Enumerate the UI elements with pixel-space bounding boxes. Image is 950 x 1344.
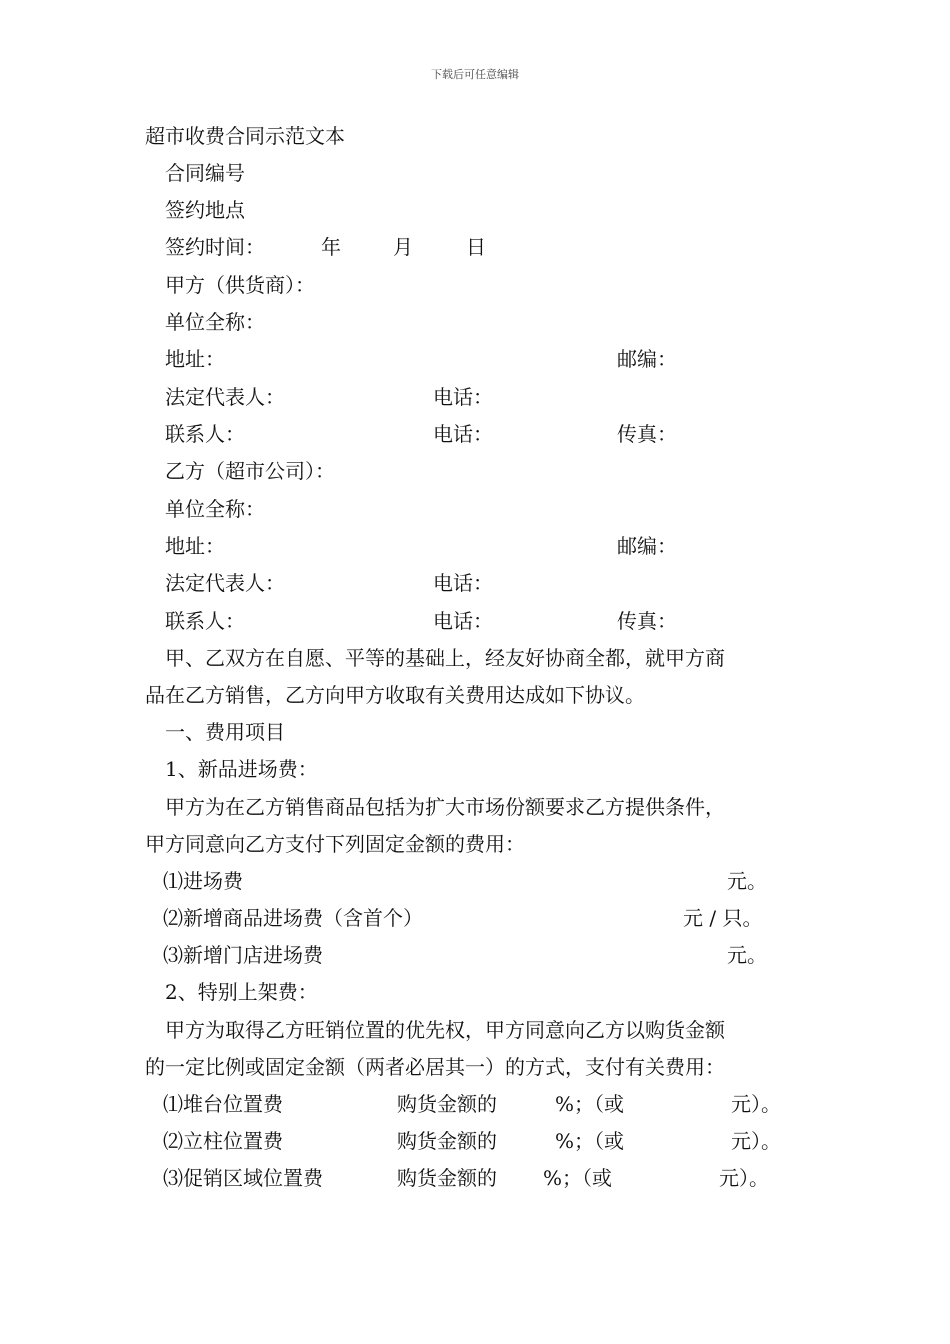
item1-para-line-2: 甲方同意向乙方支付下列固定金额的费用： — [145, 832, 525, 856]
party-b-address-row — [165, 531, 725, 561]
party-b-heading: 乙方（超市公司）： — [165, 459, 335, 483]
intro-line-2: 品在乙方销售，乙方向甲方收取有关费用达成如下协议。 — [145, 683, 645, 707]
sign-time-month: 月 — [393, 235, 413, 259]
item2-fee-basis: 购货金额的 — [397, 1166, 497, 1190]
contract-number-label: 合同编号 — [165, 161, 245, 185]
item2-fee-label: ⑶促销区域位置费 — [163, 1166, 323, 1190]
party-b-legal-rep: 法定代表人： — [165, 571, 285, 595]
party-a-address: 地址： — [165, 347, 225, 371]
party-a-legal-row — [165, 382, 725, 412]
party-b-phone1: 电话： — [433, 571, 493, 595]
item2-fee-label: ⑵立柱位置费 — [163, 1129, 283, 1153]
item2-fee-row — [163, 1126, 803, 1156]
party-a-fax: 传真： — [617, 422, 677, 446]
party-a-phone1: 电话： — [433, 385, 493, 409]
item2-fee-row — [163, 1089, 803, 1119]
item1-fee-label: ⑵新增商品进场费（含首个） — [163, 906, 423, 930]
item2-fee-percent: %；（或 — [543, 1166, 613, 1190]
item2-title: 2、特别上架费： — [165, 980, 318, 1004]
sign-time-day: 日 — [466, 235, 486, 259]
item1-fee-unit: 元。 — [727, 869, 767, 893]
item2-fee-row — [163, 1163, 803, 1193]
party-a-unit-name: 单位全称： — [165, 310, 265, 334]
party-a-legal-rep: 法定代表人： — [165, 385, 285, 409]
item1-fee-label: ⑴进场费 — [163, 869, 243, 893]
intro-line-1: 甲、乙双方在自愿、平等的基础上，经友好协商全都，就甲方商 — [165, 646, 725, 670]
item1-fee-row — [163, 866, 783, 896]
item2-fee-basis: 购货金额的 — [397, 1129, 497, 1153]
party-a-contact-row — [165, 419, 725, 449]
party-b-fax: 传真： — [617, 609, 677, 633]
item2-fee-unit: 元）。 — [731, 1092, 781, 1116]
item1-fee-row — [163, 903, 783, 933]
party-a-heading: 甲方（供货商）： — [165, 273, 315, 297]
sign-time-label: 签约时间： — [165, 235, 265, 259]
item2-fee-label: ⑴堆台位置费 — [163, 1092, 283, 1116]
sign-place-label: 签约地点 — [165, 198, 245, 222]
sign-time-year: 年 — [321, 235, 341, 259]
item1-fee-unit: 元 / 只。 — [683, 906, 763, 930]
item2-fee-unit: 元）。 — [731, 1129, 781, 1153]
item1-fee-label: ⑶新增门店进场费 — [163, 943, 323, 967]
sign-time-row — [165, 232, 565, 262]
party-b-address: 地址： — [165, 534, 225, 558]
party-a-postcode: 邮编： — [617, 347, 677, 371]
item2-para-line-1: 甲方为取得乙方旺销位置的优先权，甲方同意向乙方以购货金额 — [165, 1018, 725, 1042]
party-b-contact-row — [165, 606, 725, 636]
item2-fee-percent: %；（或 — [555, 1129, 625, 1153]
party-b-unit-name: 单位全称： — [165, 497, 265, 521]
document-title: 超市收费合同示范文本 — [145, 124, 345, 148]
item2-fee-basis: 购货金额的 — [397, 1092, 497, 1116]
party-b-postcode: 邮编： — [617, 534, 677, 558]
party-a-contact: 联系人： — [165, 422, 245, 446]
item1-fee-unit: 元。 — [727, 943, 767, 967]
item1-para-line-1: 甲方为在乙方销售商品包括为扩大市场份额要求乙方提供条件， — [165, 795, 725, 819]
item2-fee-unit: 元）。 — [719, 1166, 769, 1190]
party-a-address-row — [165, 344, 725, 374]
header-note: 下载后可任意编辑 — [431, 68, 519, 81]
item2-para-line-2: 的一定比例或固定金额（两者必居其一）的方式，支付有关费用： — [145, 1055, 725, 1079]
party-a-phone2: 电话： — [433, 422, 493, 446]
party-b-legal-row — [165, 568, 725, 598]
party-b-phone2: 电话： — [433, 609, 493, 633]
item1-title: 1、新品进场费： — [165, 757, 318, 781]
item2-fee-percent: %；（或 — [555, 1092, 625, 1116]
section-heading-fees: 一、费用项目 — [165, 720, 285, 744]
party-b-contact: 联系人： — [165, 609, 245, 633]
item1-fee-row — [163, 940, 783, 970]
